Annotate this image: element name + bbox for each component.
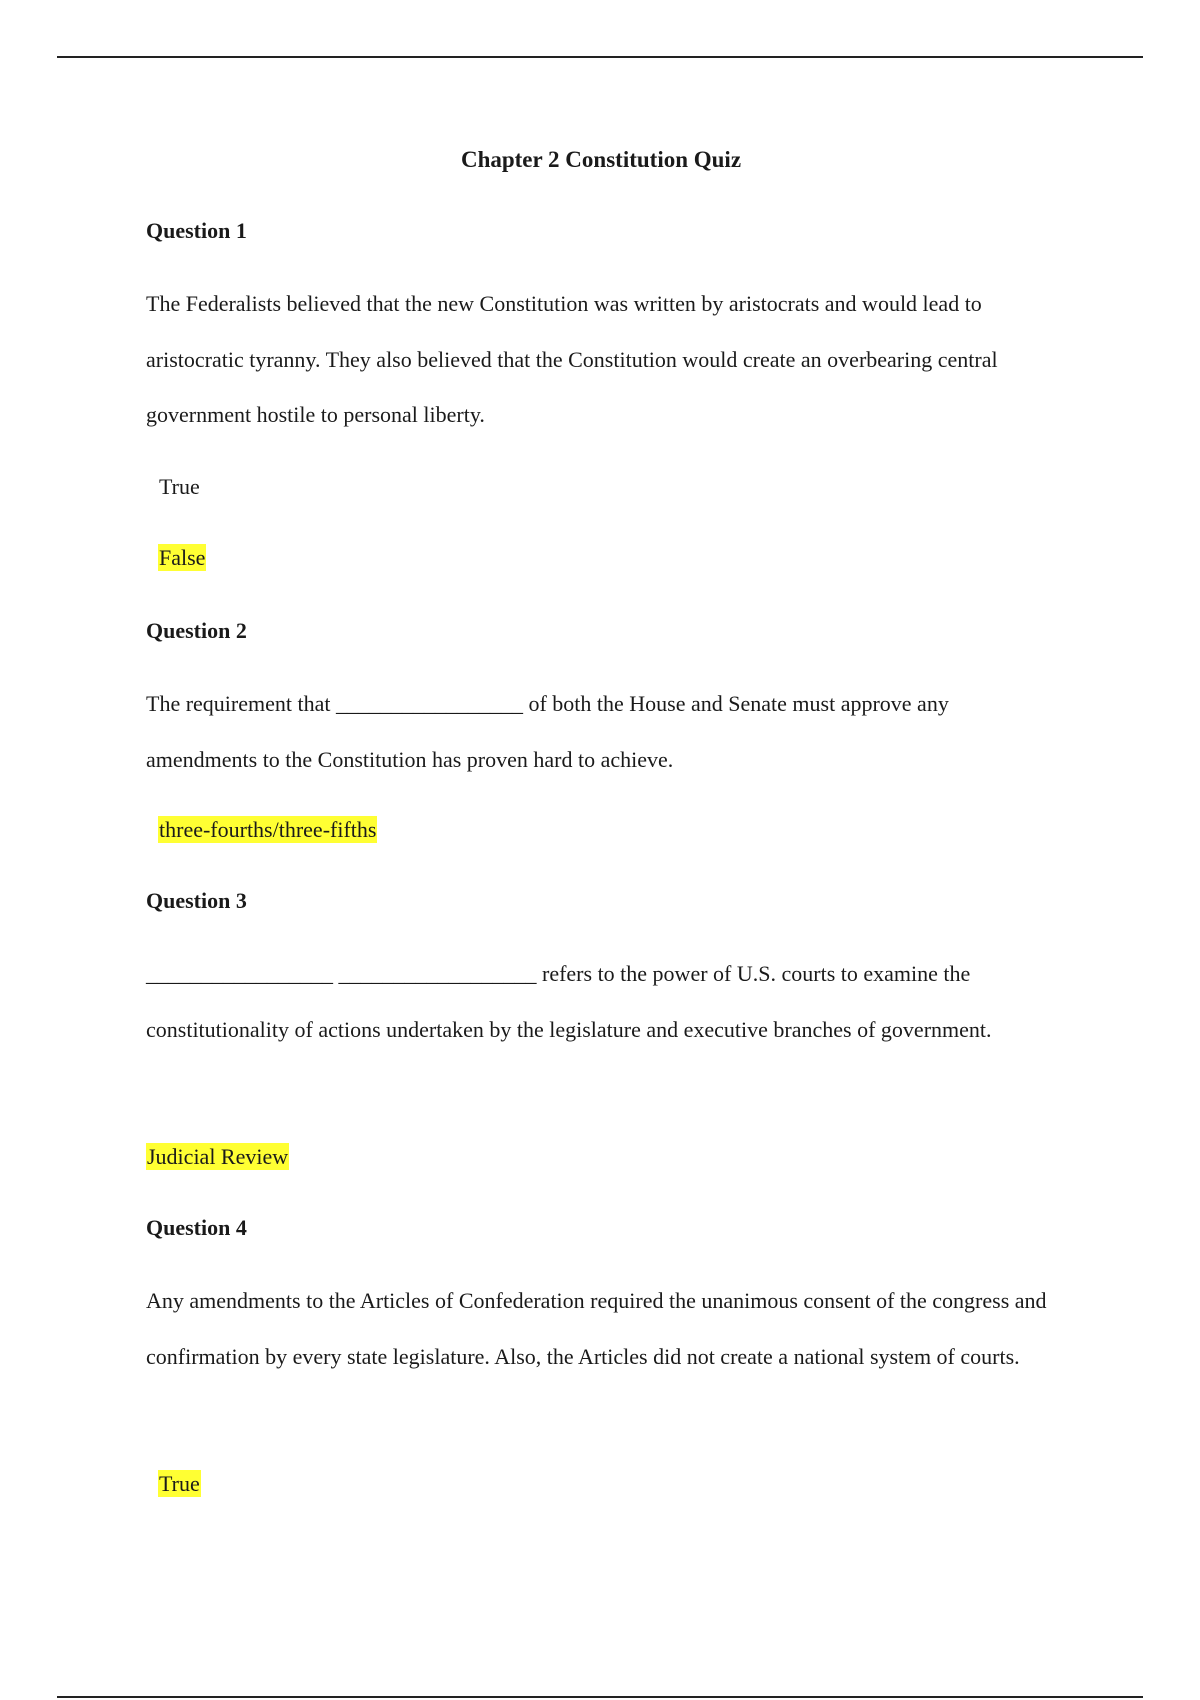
- question-2: [146, 616, 1056, 646]
- question-3: [146, 886, 1056, 916]
- question-4-text-block: [146, 1273, 1056, 1384]
- question-4: [146, 1213, 1056, 1243]
- answer-label: True: [159, 474, 200, 499]
- document-title: Chapter 2 Constitution Quiz: [460, 147, 742, 172]
- question-heading: Question 2: [146, 618, 247, 643]
- highlighted-answer: False: [159, 545, 206, 570]
- question-heading: Question 3: [146, 888, 247, 913]
- footer-rule: [57, 1696, 1143, 1698]
- answer-option-selected: [158, 1469, 201, 1499]
- answer-option-selected: [158, 815, 377, 845]
- highlighted-answer: True: [159, 1471, 200, 1496]
- header-rule: [57, 56, 1143, 58]
- question-heading: Question 4: [146, 1215, 247, 1240]
- question-text: The requirement that _________________ of both the House and Senate must approve any amendments to the Constitution has proven hard to achieve.: [146, 691, 949, 772]
- question-text: Any amendments to the Articles of Confederation required the unanimous consent of the congress and confirmation by every state legislature. Also, the Articles did not create a national system of courts.: [146, 1288, 1047, 1369]
- question-heading: Question 1: [146, 218, 247, 243]
- question-1: [146, 216, 1056, 246]
- answer-option-selected: [158, 543, 206, 573]
- highlighted-answer: Judicial Review: [147, 1144, 289, 1169]
- question-2-text-block: [146, 676, 1056, 787]
- question-1-text-block: [146, 276, 1056, 443]
- question-text: _________________ __________________ refers to the power of U.S. courts to examine the constitutionality of actions undertaken by the legislature and executive branches of government.: [146, 961, 992, 1042]
- answer-option: [158, 472, 201, 502]
- question-3-text-block: [146, 946, 1056, 1057]
- question-text: The Federalists believed that the new Constitution was written by aristocrats and would lead to aristocratic tyranny. They also believed that the Constitution would create an overbearing central government hostile to personal liberty.: [146, 291, 998, 427]
- highlighted-answer: three-fourths/three-fifths: [159, 817, 377, 842]
- answer-option-selected: [146, 1142, 289, 1172]
